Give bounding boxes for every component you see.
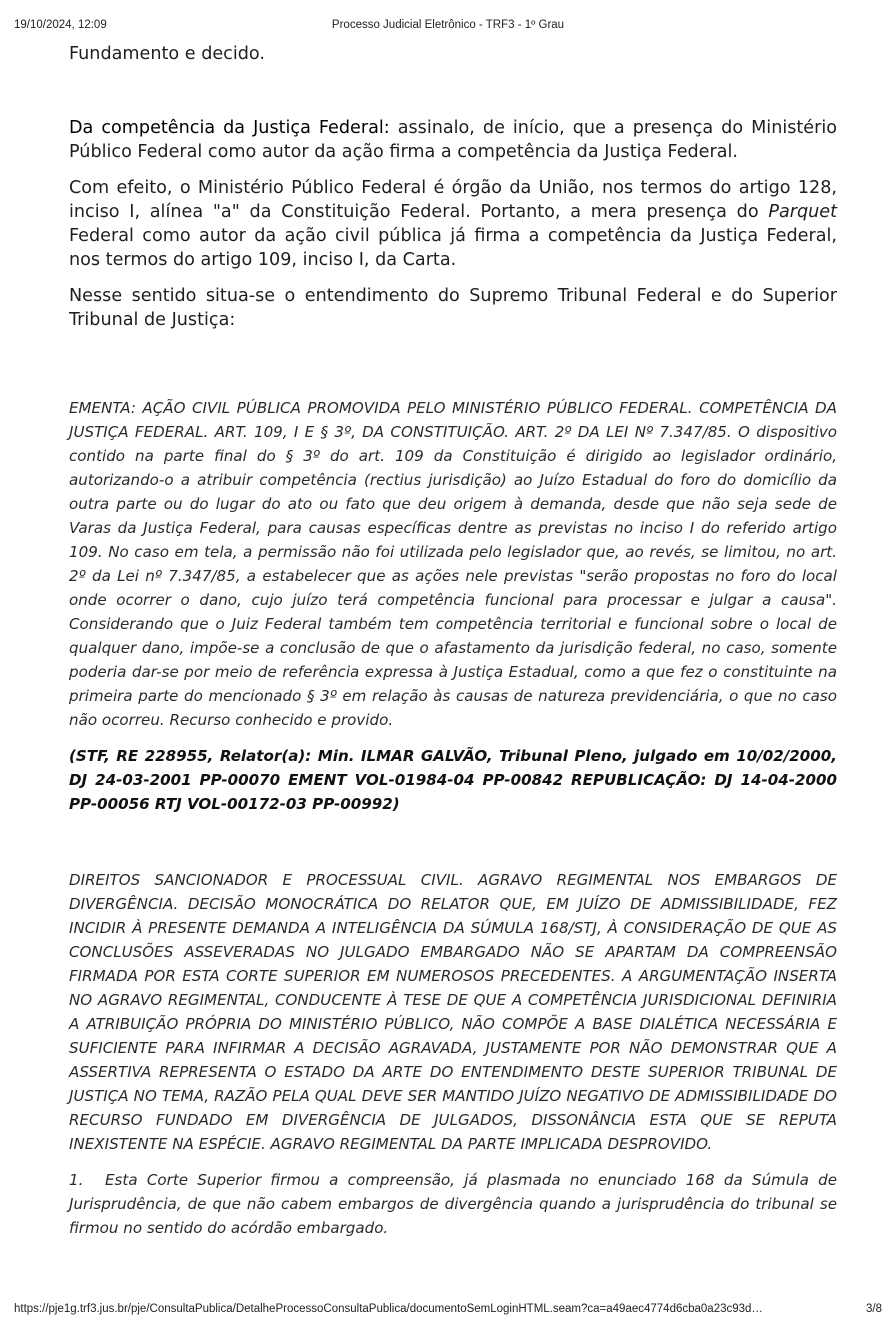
item-text: Esta Corte Superior firmou a compreensão, já plasmada no enunciado 168 da Súmula de Jurisprudência, de que não cabem embargos de divergência quando a jurisprudência do tribunal se firmou no sentido do acórdão embargado. — [69, 1171, 837, 1237]
document-url: https://pje1g.trf3.jus.br/pje/ConsultaPublica/DetalheProcessoConsultaPublica/documentoSemLoginHTML.seam?ca=a49aec4774d6cba0a23c93d… — [14, 1303, 763, 1315]
competencia-text: assinalo, de início, que a presença do Ministério Público Federal como autor da ação firma a competência da Justiça Federal. — [69, 118, 838, 162]
intro-paragraph: Fundamento e decido. — [69, 44, 265, 64]
efeito-text-1: Com efeito, o Ministério Público Federal é órgão da União, nos termos do artigo 128, inciso I, alínea "a" da Constituição Federal. Portanto, a mera presença do — [69, 178, 837, 222]
ementa-stj: DIREITOS SANCIONADOR E PROCESSUAL CIVIL. AGRAVO REGIMENTAL NOS EMBARGOS DE DIVERGÊNCIA. DECISÃO MONOCRÁTICA DO RELATOR QUE, EM JUÍZO DE ADMISSIBILIDADE, FEZ INCIDIR À PRESENTE DEMANDA A INTELIGÊNCIA DA SÚMULA 168/STJ, À CONSIDERAÇÃO DE QUE AS CONCLUSÕES ASSEVERADAS NO JULGADO EMBARGADO NÃO SE APARTAM DA COMPREENSÃO FIRMADA POR ESTA CORTE SUPERIOR EM NUMEROSOS PRECEDENTES. A ARGUMENTAÇÃO INSERTA NO AGRAVO REGIMENTAL, CONDUCENTE À TESE DE QUE A COMPETÊNCIA JURISDICIONAL DEFINIRIA A ATRIBUIÇÃO PRÓPRIA DO MINISTÉRIO PÚBLICO, NÃO COMPÕE A BASE DIALÉTICA NECESSÁRIA E SUFICIENTE PARA INFIRMAR A DECISÃO AGRAVADA, JUSTAMENTE POR NÃO DEMONSTRAR QUE A ASSERTIVA REPRESENTA O ESTADO DA ARTE DO ENTENDIMENTO DESTE SUPERIOR TRIBUNAL DE JUSTIÇA NO TEMA, RAZÃO PELA QUAL DEVE SER MANTIDO JUÍZO NEGATIVO DE ADMISSIBILIDADE DO RECURSO FUNDADO EM DIVERGÊNCIA DE JULGADOS, DISSONÂNCIA ESTA QUE SE REPUTA INEXISTENTE NA ESPÉCIE. AGRAVO REGIMENTAL DA PARTE IMPLICADA DESPROVIDO. — [69, 871, 837, 1153]
print-header — [14, 19, 882, 35]
print-footer — [14, 1303, 882, 1319]
sentido-paragraph: Nesse sentido situa-se o entendimento do Supremo Tribunal Federal e do Superior Tribunal de Justiça: — [69, 286, 837, 330]
ementa-item-1 — [69, 1168, 837, 1240]
efeito-text-2: Federal como autor da ação civil pública já firma a competência da Justiça Federal, nos termos do artigo 109, inciso I, da Carta. — [69, 226, 837, 270]
print-page-title: Processo Judicial Eletrônico - TRF3 - 1º Grau — [331, 19, 565, 31]
print-datetime: 19/10/2024, 12:09 — [14, 19, 107, 31]
spacer — [69, 816, 837, 868]
citation-stf: (STF, RE 228955, Relator(a): Min. ILMAR GALVÃO, Tribunal Pleno, julgado em 10/02/2000, DJ 24-03-2001 PP-00070 EMENT VOL-01984-04 PP-00842 REPUBLICAÇÃO: DJ 14-04-2000 PP-00056 RTJ VOL-00172-03 PP-00992) — [69, 747, 837, 813]
section-title-competencia: Da competência da Justiça Federal: — [69, 118, 390, 138]
ementa-stf: EMENTA: AÇÃO CIVIL PÚBLICA PROMOVIDA PELO MINISTÉRIO PÚBLICO FEDERAL. COMPETÊNCIA DA JUSTIÇA FEDERAL. ART. 109, I E § 3º, DA CONSTITUIÇÃO. ART. 2º DA LEI Nº 7.347/85. O dispositivo contido na parte final do § 3º do art. 109 da Constituição é dirigido ao legislador ordinário, autorizando-o a atribuir competência (rectius jurisdição) ao Juízo Estadual do foro do domicílio da outra parte ou do lugar do ato ou fato que deu origem à demanda, desde que não seja sede de Varas da Justiça Federal, para causas específicas dentre as previstas no inciso I do referido artigo 109. No caso em tela, a permissão não foi utilizada pelo legislador que, ao revés, se limitou, no art. 2º da Lei nº 7.347/85, a estabelecer que as ações nele previstas "serão propostas no foro do local onde ocorrer o dano, cujo juízo terá competência funcional para processar e julgar a causa". Considerando que o Juiz Federal também tem competência territorial e funcional sobre o local de qualquer dano, impõe-se a conclusão de que o afastamento da jurisdição federal, no caso, somente poderia dar-se por meio de referência expressa à Justiça Estadual, como a que fez o constituinte na primeira parte do mencionado § 3º em relação às causas de natureza previdenciária, o que no caso não ocorreu. Recurso conhecido e provido. — [69, 399, 837, 729]
document-body — [69, 42, 837, 1240]
competencia-paragraph — [69, 116, 837, 164]
spacer — [69, 66, 837, 116]
spacer — [69, 344, 837, 396]
page-number: 3/8 — [866, 1303, 882, 1315]
efeito-paragraph — [69, 176, 837, 272]
parquet-term: Parquet — [768, 202, 837, 222]
item-number: 1. — [69, 1171, 84, 1189]
